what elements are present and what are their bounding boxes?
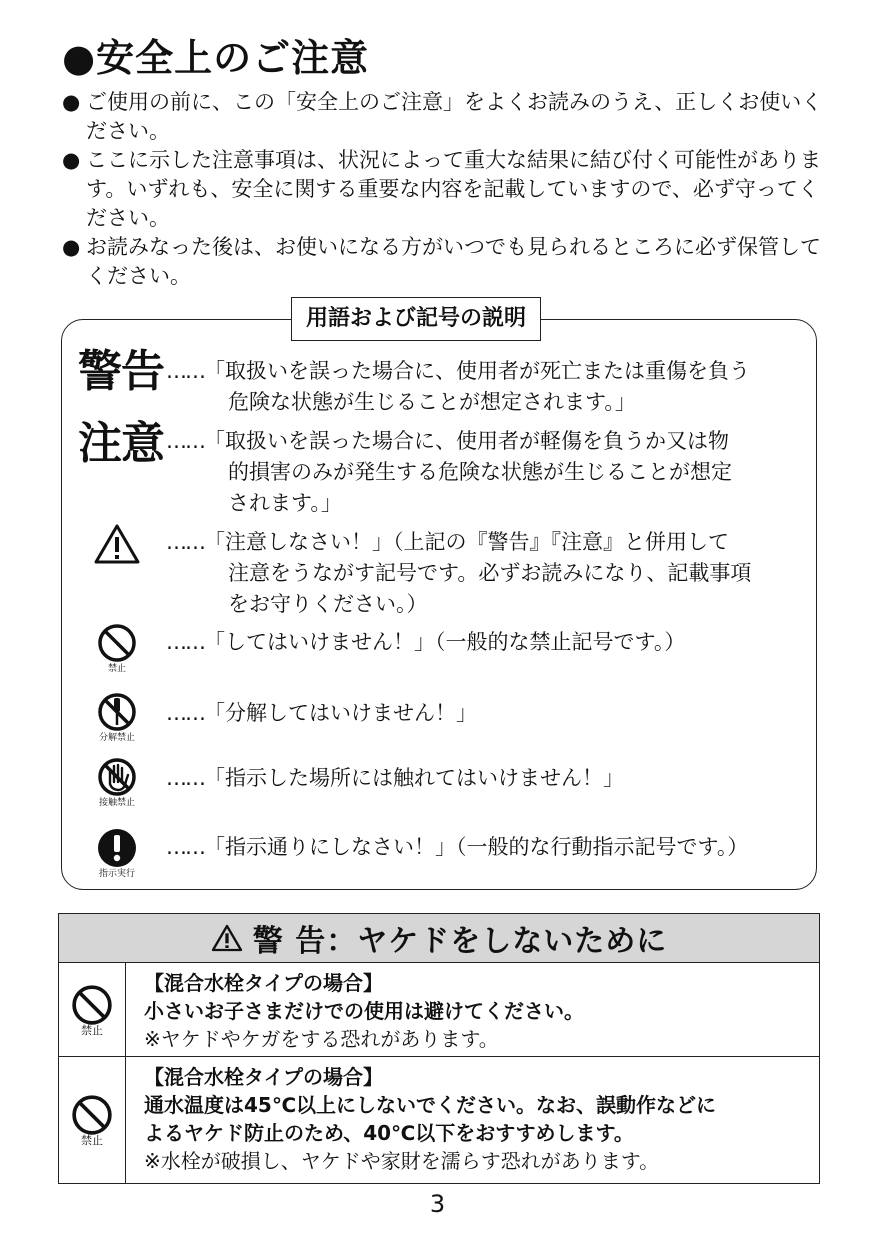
page-number: 3 [429, 1190, 446, 1218]
legend-title: 用語および記号の説明 [291, 297, 541, 341]
prohibit-description [166, 627, 816, 658]
mandatory-action-icon [92, 828, 142, 879]
caution-description [166, 426, 816, 519]
symbol-label: 禁止 [107, 664, 126, 674]
warning-header-text: 警 告：ヤケドをしないために [252, 924, 668, 959]
warning-row-note: ※水栓が破損し、ヤケドや家財を濡らす恐れがあります。 [144, 1149, 660, 1173]
instruction-description [166, 832, 816, 863]
warning-triangle-icon [211, 923, 243, 953]
warning-row-heading: 【混合水栓タイプの場合】 [144, 1065, 383, 1089]
warning-row-heading: 【混合水栓タイプの場合】 [144, 971, 383, 995]
leader-dots: …… [166, 766, 204, 790]
warning-row-instruction: 小さいお子さまだけでの使用は避けてください。 [144, 999, 584, 1023]
warning-header [59, 914, 819, 963]
no-touch-description [166, 763, 816, 794]
leader-dots: …… [166, 835, 204, 859]
warning-row-body [126, 1057, 716, 1183]
symbol-label: 禁止 [81, 1134, 103, 1147]
symbol-label: 指示実行 [98, 869, 135, 879]
caution-term: 注意 [78, 418, 164, 469]
symbol-label: 禁止 [81, 1023, 103, 1037]
instruction-text: 「指示通りにしなさい！」（一般的な行動指示記号です。） [204, 835, 749, 859]
intro-item [62, 146, 832, 233]
warning-row [59, 963, 819, 1057]
no-disassembly-icon [92, 692, 142, 743]
bullet: ● [62, 148, 81, 172]
attention-line-2: 注意をうながす記号です。必ずお読みになり、記載事項 [228, 561, 752, 585]
symbol-label: 接触禁止 [98, 798, 135, 808]
warning-line-1: 「取扱いを誤った場合に、使用者が死亡または重傷を負う [204, 359, 750, 383]
warning-row [59, 1057, 819, 1183]
prohibition-icon [92, 623, 142, 674]
warning-table [58, 913, 820, 1184]
intro-text: お読みなった後は、お使いになる方がいつでも見られるところに必ず保管してください。 [86, 235, 821, 288]
warning-term: 警告 [78, 346, 164, 397]
prohibition-icon [59, 1057, 126, 1183]
page-title: ●安全上のご注意 [62, 36, 370, 80]
bullet: ● [62, 90, 81, 114]
warning-triangle-icon [92, 523, 142, 565]
no-disassembly-description [166, 698, 816, 729]
leader-dots: …… [166, 359, 204, 383]
caution-line-3: されます。」 [228, 491, 342, 515]
intro-item [62, 233, 832, 291]
leader-dots: …… [166, 530, 204, 554]
caution-line-2: 的損害のみが発生する危険な状態が生じることが想定 [228, 460, 732, 484]
no-touch-icon [92, 757, 142, 808]
intro-text: ここに示した注意事項は、状況によって重大な結果に結び付く可能性があります。いずれも、安全に関する重要な内容を記載していますので、必ず守ってください。 [86, 148, 821, 230]
warning-row-body [126, 963, 584, 1056]
leader-dots: …… [166, 630, 204, 654]
caution-line-1: 「取扱いを誤った場合に、使用者が軽傷を負うか又は物 [204, 429, 729, 453]
leader-dots: …… [166, 429, 204, 453]
intro-text: ご使用の前に、この「安全上のご注意」をよくお読みのうえ、正しくお使いください。 [86, 90, 823, 143]
attention-description [166, 527, 816, 620]
prohibition-icon [59, 963, 126, 1056]
no-disassembly-text: 「分解してはいけません！」 [204, 701, 477, 725]
attention-line-1: 「注意しなさい！」（上記の『警告』『注意』と併用して [204, 530, 729, 554]
attention-line-3: をお守りください。） [228, 592, 428, 616]
warning-row-instruction: 通水温度は45℃以上にしないでください。なお、誤動作などに [144, 1093, 717, 1117]
warning-row-instruction: よるヤケド防止のため、40℃以下をおすすめします。 [144, 1121, 634, 1145]
intro-item [62, 88, 832, 146]
warning-line-2: 危険な状態が生じることが想定されます。」 [228, 390, 636, 414]
warning-description [166, 356, 816, 418]
intro-list [62, 88, 832, 291]
bullet: ● [62, 235, 81, 259]
warning-row-note: ※ヤケドやケガをする恐れがあります。 [144, 1027, 499, 1051]
symbol-label: 分解禁止 [98, 733, 135, 743]
no-touch-text: 「指示した場所には触れてはいけません！」 [204, 766, 624, 790]
prohibit-text: 「してはいけません！」（一般的な禁止記号です。） [204, 630, 686, 654]
leader-dots: …… [166, 701, 204, 725]
